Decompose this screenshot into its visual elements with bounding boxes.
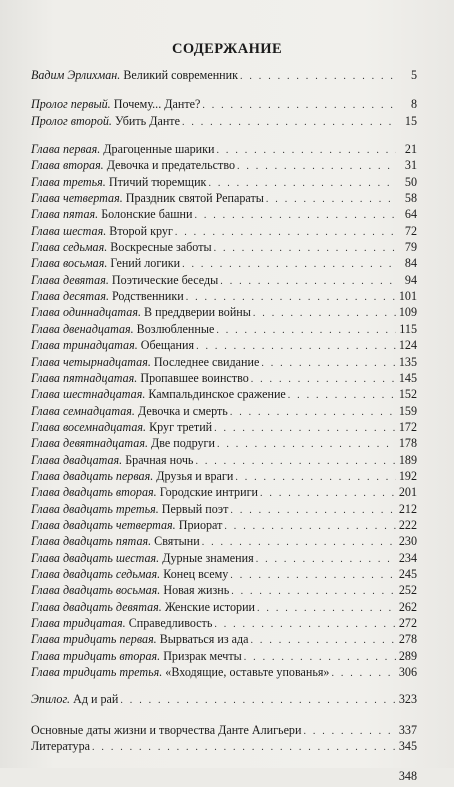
page-number: 192: [398, 468, 417, 483]
page-number: 64: [404, 207, 417, 222]
toc-entry-lead: Глава двадцать вторая.: [31, 485, 157, 500]
toc-entry: [31, 403, 417, 419]
toc-entry: [31, 255, 417, 271]
page-number: 50: [404, 174, 417, 189]
toc-entry-lead: Глава девятая.: [31, 272, 109, 287]
dot-leader: [261, 356, 396, 372]
dot-leader: [202, 98, 396, 114]
toc-entry-lead: Глава двадцать пятая.: [31, 534, 152, 549]
toc-entry-label: [31, 738, 90, 754]
toc-entry: [31, 664, 417, 680]
toc-entry-lead: Глава пятнадцатая.: [31, 370, 138, 385]
toc-entry-lead: Глава двадцать четвертая.: [31, 517, 176, 532]
page-number: 8: [410, 97, 417, 112]
page-number: 5: [410, 68, 417, 82]
toc-entry-lead: Пролог второй.: [31, 113, 112, 128]
dot-leader: [230, 405, 396, 421]
toc-entry-lead: Глава двадцать девятая.: [31, 599, 162, 614]
toc-entry: [31, 239, 417, 255]
toc-entry-title: Конец всему: [160, 566, 229, 581]
toc-entry: [31, 484, 417, 500]
toc-entry-title: Драгоценные шарики: [100, 142, 215, 157]
page-number: 201: [398, 485, 417, 500]
toc-entry-title: Убить Данте: [111, 113, 180, 128]
toc-entry: [31, 582, 417, 598]
toc-entry-title: Святыни: [151, 534, 200, 549]
toc-entry-lead: Глава тридцать вторая.: [31, 648, 161, 663]
toc-entry-title: Круг третий: [146, 419, 213, 434]
toc-entry: [31, 452, 417, 468]
dot-leader: [253, 306, 396, 322]
toc-entry: [31, 157, 417, 173]
dot-leader: [256, 552, 396, 568]
toc-entry-lead: Глава одиннадцатая.: [31, 305, 141, 320]
toc-entry: [31, 272, 417, 288]
toc-entry-label: [31, 533, 200, 549]
toc-entry-lead: Глава пятая.: [31, 207, 99, 222]
toc-entry-label: [31, 304, 251, 320]
toc-entry-title: Призрак мечты: [160, 648, 242, 663]
toc-entry-label: [31, 354, 259, 370]
toc-entry: [31, 67, 417, 83]
toc-entry-lead: Глава тринадцатая.: [31, 338, 138, 353]
toc-entry: [31, 599, 417, 615]
toc-entry-title: Девочка и предательство: [103, 158, 235, 173]
toc-entry: [31, 435, 417, 451]
toc-entry-lead: Глава шестая.: [31, 223, 107, 238]
toc-entry-title: В преддверии войны: [140, 305, 251, 320]
dot-leader: [194, 208, 396, 224]
page-number: 84: [404, 256, 417, 271]
toc-entry: [31, 113, 417, 129]
page-number: 230: [398, 534, 417, 549]
page-number: 159: [398, 403, 417, 418]
page-number: 115: [399, 321, 417, 336]
toc-entry-label: [31, 321, 214, 337]
toc-entry: [31, 722, 417, 738]
toc-entry-title: Первый поэт: [158, 501, 229, 516]
toc-entry-label: [31, 157, 235, 173]
toc-entry-label: [31, 403, 228, 419]
toc-entry-title: Основные даты жизни и творчества Данте Алигьери: [31, 722, 302, 737]
toc-entry-label: [31, 223, 173, 239]
toc-entry-label: [31, 386, 286, 402]
dot-leader: [214, 421, 396, 437]
toc-entry-title: Городские интриги: [156, 485, 259, 500]
toc-entry: [31, 190, 417, 206]
toc-entry-lead: Пролог первый.: [31, 97, 111, 112]
toc-entry: [31, 533, 417, 549]
toc-entry: [31, 354, 417, 370]
toc-entry: [31, 517, 417, 533]
page-number: 323: [398, 692, 417, 707]
page-number: 212: [398, 501, 417, 516]
toc-entry-title: Родственники: [108, 289, 184, 304]
dot-leader: [240, 69, 396, 85]
toc-entry-label: [31, 288, 184, 304]
toc-entry-title: Приорат: [175, 517, 223, 532]
page-number: 31: [404, 158, 417, 173]
toc-entry-title: Болонские башни: [98, 207, 193, 222]
toc-entry-lead: Глава третья.: [31, 174, 106, 189]
toc-entry: [31, 141, 417, 157]
page-number: 172: [398, 419, 417, 434]
dot-leader: [92, 740, 396, 756]
page-number: 124: [398, 338, 417, 353]
toc-entry: [31, 631, 417, 647]
dot-leader: [288, 388, 396, 404]
toc-entry-label: [31, 206, 192, 222]
toc-entry-title: Пропавшее воинство: [137, 370, 249, 385]
toc-entry-title: Последнее свидание: [150, 354, 260, 369]
toc-entry: [31, 386, 417, 402]
toc-entry: [31, 468, 417, 484]
toc-entry-label: [31, 468, 233, 484]
toc-entry-label: [31, 484, 258, 500]
page-number: 15: [404, 113, 417, 128]
toc-entry-title: Великий современник: [120, 68, 238, 82]
toc-entry-lead: Глава тридцатая.: [31, 616, 126, 630]
table-of-contents: [31, 67, 417, 785]
toc-entry-lead: Глава тридцать первая.: [31, 632, 157, 647]
page-number: 72: [404, 223, 417, 238]
toc-entry: [31, 501, 417, 517]
dot-leader: [224, 519, 395, 535]
toc-entry-label: [31, 582, 229, 598]
page-number: 262: [398, 599, 417, 614]
toc-entry-title: Брачная ночь: [122, 452, 194, 467]
page-number: 234: [398, 550, 417, 565]
toc-entry-label: [31, 691, 118, 707]
dot-leader: [216, 323, 396, 339]
dot-leader: [214, 241, 396, 257]
toc-entry-label: [31, 337, 194, 353]
toc-entry-label: [31, 67, 238, 83]
toc-entry-title: Две подруги: [148, 436, 215, 451]
toc-entry-label: [31, 435, 215, 451]
toc-entry-title: Птичий тюремщик: [105, 174, 207, 189]
toc-entry-label: [31, 722, 301, 738]
toc-entry-label: [31, 272, 218, 288]
toc-entry-label: [31, 113, 180, 129]
toc-entry-label: [31, 615, 212, 631]
toc-entry: [31, 370, 417, 386]
toc-entry-title: Справедливость: [125, 616, 213, 630]
toc-entry-title: Воскресные заботы: [107, 240, 212, 255]
page-number: 348: [398, 769, 417, 784]
dot-leader: [230, 503, 395, 519]
toc-entry-label: [31, 664, 329, 680]
dot-leader: [257, 601, 396, 617]
toc-entry-label: [31, 174, 206, 190]
toc-entry-label: [31, 501, 228, 517]
toc-entry-title: Друзья и враги: [153, 468, 234, 483]
page-number: 306: [398, 665, 417, 680]
toc-entry-lead: Глава двадцать первая.: [31, 468, 154, 483]
toc-entry: [31, 566, 417, 582]
toc-entry-lead: Глава шестнадцатая.: [31, 387, 146, 402]
toc-entry: [31, 206, 417, 222]
toc-entry: [31, 174, 417, 190]
dot-leader: [251, 633, 396, 649]
dot-leader: [217, 437, 396, 453]
dot-leader: [120, 693, 395, 709]
page-title: СОДЕРЖАНИЕ: [171, 41, 283, 57]
toc-entry-label: [31, 452, 193, 468]
dot-leader: [237, 159, 396, 175]
toc-entry-label: [31, 239, 212, 255]
toc-entry-lead: Эпилог.: [31, 692, 71, 707]
dot-leader: [217, 143, 396, 159]
toc-entry-title: Вырваться из ада: [156, 632, 249, 647]
dot-leader: [266, 192, 396, 208]
toc-entry: [31, 691, 417, 707]
page-number: 289: [398, 648, 417, 663]
toc-entry-label: [31, 370, 249, 386]
toc-entry-label: [31, 648, 242, 664]
toc-entry: [31, 550, 417, 566]
toc-entry-lead: Глава двадцать третья.: [31, 501, 159, 516]
toc-entry-title: Новая жизнь: [160, 583, 230, 598]
page-number: 178: [398, 436, 417, 451]
toc-entry-title: «Входящие, оставьте упованья»: [162, 665, 330, 680]
page-number: 252: [398, 583, 417, 598]
toc-entry-title: Ад и рай: [70, 692, 119, 707]
toc-entry-title: Праздник святой Репараты: [122, 191, 264, 206]
page-number: 337: [398, 722, 417, 737]
page-number: 222: [398, 517, 417, 532]
page-number: 109: [398, 305, 417, 320]
toc-entry-label: [31, 141, 215, 157]
page-number: 135: [398, 354, 417, 369]
dot-leader: [182, 115, 396, 131]
page-number: 21: [404, 142, 417, 157]
toc-entry-lead: Глава двадцать седьмая.: [31, 566, 161, 581]
toc-entry-title: Литература: [31, 739, 91, 754]
toc-entry-lead: Глава седьмая.: [31, 240, 108, 255]
toc-entry: [31, 288, 417, 304]
page-number: 189: [398, 452, 417, 467]
section-gap: [31, 754, 417, 768]
page-number: 94: [404, 272, 417, 287]
toc-entry-title: Возлюбленные: [133, 321, 215, 336]
page-number: 272: [398, 616, 417, 630]
toc-entry-label: [31, 566, 228, 582]
toc-entry: [31, 615, 417, 631]
toc-entry-label: [31, 96, 200, 112]
toc-entry-lead: Глава четвертая.: [31, 191, 123, 206]
page-number: 245: [398, 566, 417, 581]
toc-entry-lead: Вадим Эрлихман.: [31, 68, 121, 82]
dot-leader: [235, 470, 396, 486]
dot-leader: [303, 724, 395, 740]
toc-entry-label: [31, 631, 249, 647]
toc-entry-title: Почему... Данте?: [110, 97, 201, 112]
page-number: 278: [398, 632, 417, 647]
toc-entry-lead: Глава восемнадцатая.: [31, 419, 147, 434]
page-number: 79: [404, 240, 417, 255]
dot-leader: [331, 666, 395, 682]
toc-entry: [31, 321, 417, 337]
toc-entry-lead: Глава восьмая.: [31, 256, 108, 271]
toc-entry: [31, 738, 417, 754]
toc-entry-title: Женские истории: [161, 599, 256, 614]
page-number: 101: [398, 289, 417, 304]
toc-entry-title: Поэтические беседы: [108, 272, 219, 287]
toc-entry: [31, 223, 417, 239]
toc-entry-lead: Глава десятая.: [31, 289, 109, 304]
toc-entry-title: Второй круг: [106, 223, 173, 238]
toc-entry-lead: Глава четырнадцатая.: [31, 354, 151, 369]
toc-entry-label: [31, 190, 264, 206]
toc-entry: [31, 337, 417, 353]
dot-leader: [220, 274, 396, 290]
toc-entry: [31, 304, 417, 320]
toc-entry-title: Гений логики: [107, 256, 181, 271]
toc-entry-lead: Глава семнадцатая.: [31, 403, 135, 418]
toc-entry-label: [31, 419, 212, 435]
toc-entry-lead: Глава двадцать восьмая.: [31, 583, 161, 598]
dot-leader: [231, 584, 396, 600]
toc-entry-title: Кампальдинское сражение: [145, 387, 286, 402]
toc-entry: [31, 419, 417, 435]
toc-entry-lead: Глава тридцать третья.: [31, 665, 163, 680]
toc-entry: [31, 96, 417, 112]
dot-leader: [230, 568, 396, 584]
toc-entry-lead: Глава двадцать шестая.: [31, 550, 160, 565]
toc-entry: [31, 768, 417, 784]
toc-entry-lead: Глава вторая.: [31, 158, 104, 173]
toc-entry-lead: Глава двенадцатая.: [31, 321, 134, 336]
toc-entry-title: Девочка и смерть: [134, 403, 228, 418]
toc-entry-lead: Глава девятнадцатая.: [31, 436, 148, 451]
toc-entry-title: Обещания: [137, 338, 195, 353]
toc-entry-lead: Глава двадцатая.: [31, 452, 123, 467]
section-gap: [31, 708, 417, 722]
page-number: 145: [398, 370, 417, 385]
page-number: 58: [404, 191, 417, 206]
toc-entry-label: [31, 599, 255, 615]
page-number: 152: [398, 387, 417, 402]
toc-entry-label: [31, 550, 254, 566]
dot-leader: [260, 486, 396, 502]
toc-entry-label: [31, 517, 222, 533]
toc-entry-label: [31, 255, 180, 271]
page-number: 345: [398, 739, 417, 754]
toc-entry-title: Дурные знамения: [159, 550, 254, 565]
toc-entry-lead: Глава первая.: [31, 142, 101, 157]
toc-entry: [31, 648, 417, 664]
